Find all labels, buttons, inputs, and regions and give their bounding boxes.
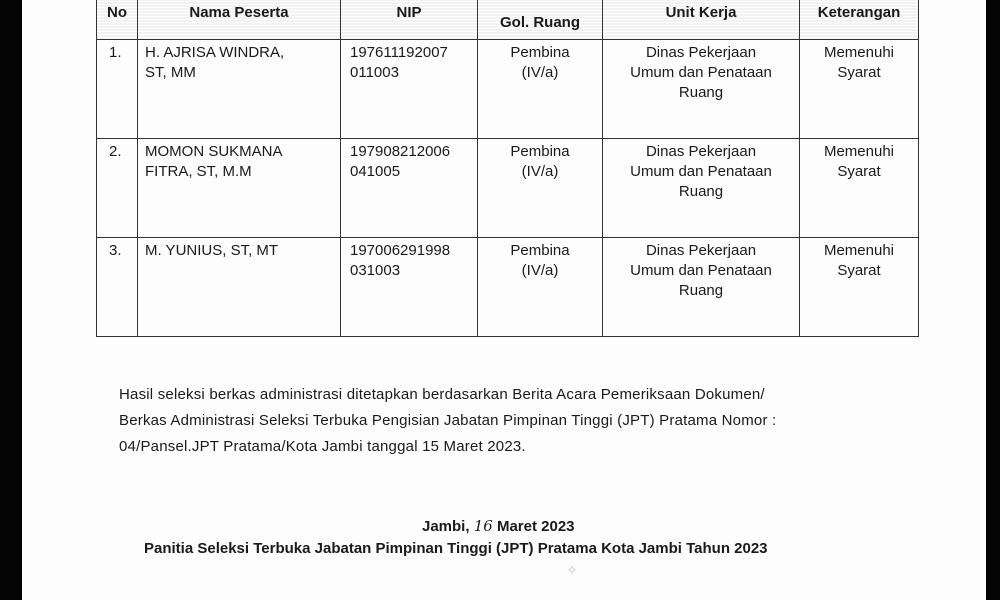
signature-date — [422, 517, 575, 535]
cell-text: MOMON SUKMANA — [145, 143, 283, 160]
cell-nip — [341, 238, 478, 337]
signature-place: Jambi, — [422, 518, 470, 535]
cell-nip — [341, 40, 478, 139]
cell-text: (IV/a) — [521, 163, 559, 180]
table-row — [97, 40, 919, 139]
cell-text: Umum dan Penataan — [630, 262, 772, 279]
cell-gol-ruang — [478, 238, 603, 337]
cell-no — [97, 238, 138, 337]
scan-border-right — [986, 0, 1000, 600]
stamp-fragment-icon: ✧ — [566, 562, 578, 578]
table-row — [97, 139, 919, 238]
table-row — [97, 238, 919, 337]
cell-text: 1. — [109, 44, 122, 61]
cell-nama-peserta — [138, 238, 341, 337]
cell-no — [97, 139, 138, 238]
cell-no — [97, 40, 138, 139]
cell-keterangan — [800, 238, 919, 337]
header-gol-ruang: Gol. Ruang — [478, 0, 603, 40]
header-no: No — [97, 0, 138, 40]
cell-unit-kerja — [603, 40, 800, 139]
cell-text: Umum dan Penataan — [630, 64, 772, 81]
cell-text: (IV/a) — [521, 64, 559, 81]
cell-text: ST, MM — [145, 64, 196, 81]
scan-border-left — [0, 0, 22, 600]
header-nama: Nama Peserta — [138, 0, 341, 40]
cell-text: Pembina — [510, 242, 570, 259]
cell-nama-peserta — [138, 40, 341, 139]
cell-unit-kerja — [603, 139, 800, 238]
cell-text: Pembina — [510, 143, 570, 160]
paragraph-line: Berkas Administrasi Seleksi Terbuka Pengisian Jabatan Pimpinan Tinggi (JPT) Pratama Nomor : — [119, 412, 777, 429]
cell-text: 197006291998 — [350, 242, 451, 259]
cell-text: (IV/a) — [521, 262, 559, 279]
cell-text: 197611192007 — [350, 44, 448, 61]
cell-text: Memenuhi — [823, 44, 895, 61]
cell-text: FITRA, ST, M.M — [145, 163, 252, 180]
signature-organization: Panitia Seleksi Terbuka Jabatan Pimpinan Tinggi (JPT) Pratama Kota Jambi Tahun 2023 — [144, 540, 768, 557]
cell-text: M. YUNIUS, ST, MT — [145, 242, 279, 259]
header-unit-kerja: Unit Kerja — [603, 0, 800, 40]
cell-text: Pembina — [510, 44, 570, 61]
cell-text: Ruang — [678, 282, 724, 299]
cell-text: Syarat — [837, 262, 881, 279]
cell-text: 3. — [109, 242, 122, 259]
cell-text: Dinas Pekerjaan — [645, 143, 757, 160]
cell-text: Memenuhi — [823, 242, 895, 259]
cell-text: Ruang — [678, 84, 724, 101]
cell-text: Dinas Pekerjaan — [645, 44, 757, 61]
cell-text: 011003 — [350, 64, 399, 81]
paragraph-line: 04/Pansel.JPT Pratama/Kota Jambi tanggal 15 Maret 2023. — [119, 438, 526, 455]
cell-keterangan — [800, 139, 919, 238]
cell-keterangan — [800, 40, 919, 139]
header-nip: NIP — [341, 0, 478, 40]
signature-month-year: Maret 2023 — [496, 518, 575, 535]
table-header-row — [97, 0, 919, 40]
cell-nip — [341, 139, 478, 238]
cell-nama-peserta — [138, 139, 341, 238]
cell-unit-kerja — [603, 238, 800, 337]
cell-text: Memenuhi — [823, 143, 895, 160]
cell-text: H. AJRISA WINDRA, — [145, 44, 285, 61]
cell-text: 197908212006 — [350, 143, 451, 160]
cell-text: 041005 — [350, 163, 401, 180]
cell-text: Syarat — [837, 64, 881, 81]
results-table — [96, 0, 919, 337]
cell-text: Dinas Pekerjaan — [645, 242, 757, 259]
cell-gol-ruang — [478, 40, 603, 139]
header-keterangan: Keterangan — [800, 0, 919, 40]
paragraph-line: Hasil seleksi berkas administrasi ditetapkan berdasarkan Berita Acara Pemeriksaan Dokumen/ — [119, 386, 765, 403]
cell-text: 2. — [109, 143, 122, 160]
cell-gol-ruang — [478, 139, 603, 238]
cell-text: 031003 — [350, 262, 401, 279]
cell-text: Umum dan Penataan — [630, 163, 772, 180]
result-paragraph — [119, 382, 919, 460]
cell-text: Syarat — [837, 163, 881, 180]
cell-text: Ruang — [678, 183, 724, 200]
handwritten-day: 16 — [473, 517, 493, 535]
